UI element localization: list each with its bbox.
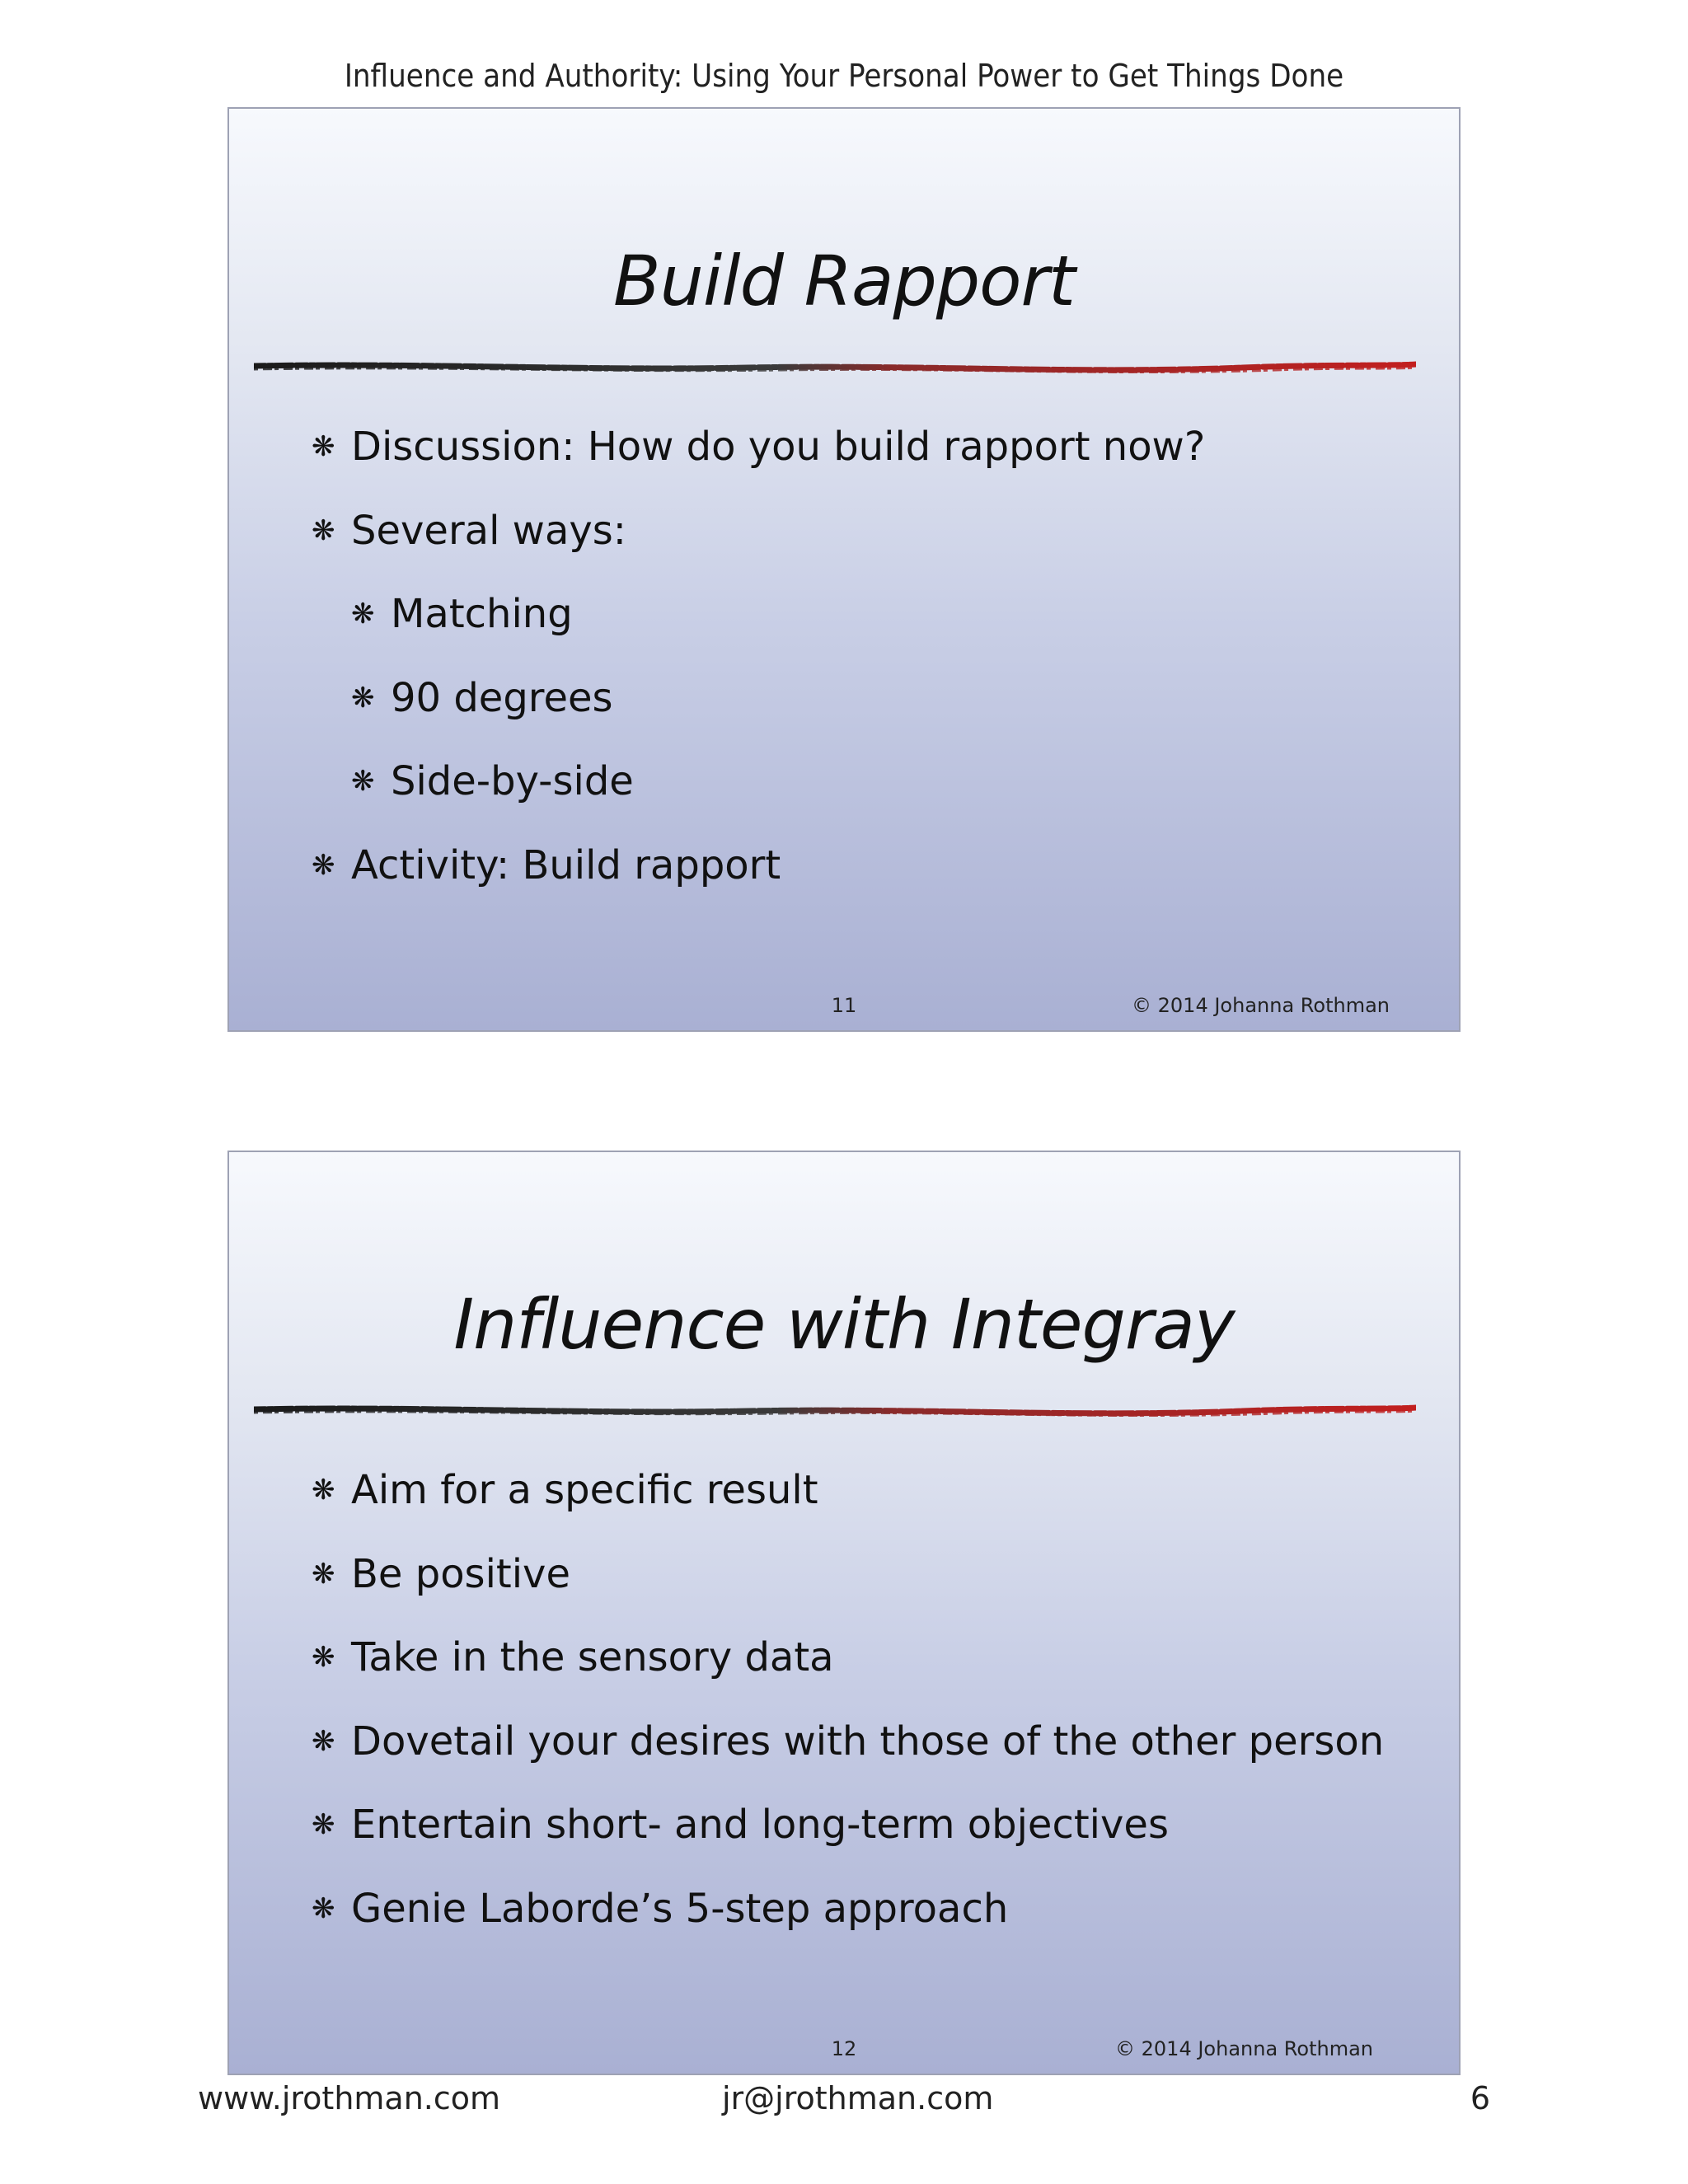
bullet-icon: ❋ bbox=[312, 1557, 335, 1591]
slide-title: Influence with Integray bbox=[453, 1284, 1235, 1365]
bullet-icon: ❋ bbox=[351, 598, 375, 630]
slide-influence-with-integray: Influence with Integray ❋ Aim for a specific result ❋ Be positive ❋ Take in the sensory data ❋ Dovetail your desires with those of the other person ❋ Entertain short- and long-term objectives ❋ Genie Laborde’s 5-step approach 12 © 2014 Johanna Rothman bbox=[227, 1151, 1461, 2075]
slide-title: Build Rapport bbox=[613, 241, 1075, 321]
slide-number: 12 bbox=[831, 2037, 857, 2060]
page-footer bbox=[0, 2080, 1688, 2121]
page-header: Influence and Authority: Using Your Personal Power to Get Things Done bbox=[344, 58, 1344, 94]
bullet-icon: ❋ bbox=[351, 765, 375, 798]
footer-page-number: 6 bbox=[1470, 2080, 1490, 2116]
bullet-icon: ❋ bbox=[312, 1808, 335, 1841]
footer-email-link[interactable]: jr@jrothman.com bbox=[722, 2080, 994, 2116]
footer-website-link[interactable]: www.jrothman.com bbox=[198, 2080, 501, 2116]
bullet-icon: ❋ bbox=[312, 1891, 335, 1925]
bullet-icon: ❋ bbox=[312, 1641, 335, 1674]
brush-stroke-divider bbox=[254, 356, 1416, 381]
bullet-icon: ❋ bbox=[312, 1474, 335, 1507]
brush-stroke-divider bbox=[254, 1399, 1416, 1424]
bullet-icon: ❋ bbox=[312, 1724, 335, 1758]
bullet-icon: ❋ bbox=[312, 848, 335, 882]
slide-build-rapport: Build Rapport ❋ Discussion: How do you build rapport now? ❋ Several ways: ❋ Matching ❋ 90 degrees ❋ Side-by-side ❋ Activity: Build rapport 11 © 2014 Johanna Rothman bbox=[227, 107, 1461, 1032]
slide-number: 11 bbox=[831, 994, 857, 1017]
slide-copyright: © 2014 Johanna Rothman bbox=[1115, 2037, 1373, 2060]
bullet-icon: ❋ bbox=[312, 430, 335, 463]
slide-copyright: © 2014 Johanna Rothman bbox=[1132, 994, 1390, 1017]
bullet-icon: ❋ bbox=[312, 513, 335, 547]
bullet-icon: ❋ bbox=[351, 681, 375, 715]
